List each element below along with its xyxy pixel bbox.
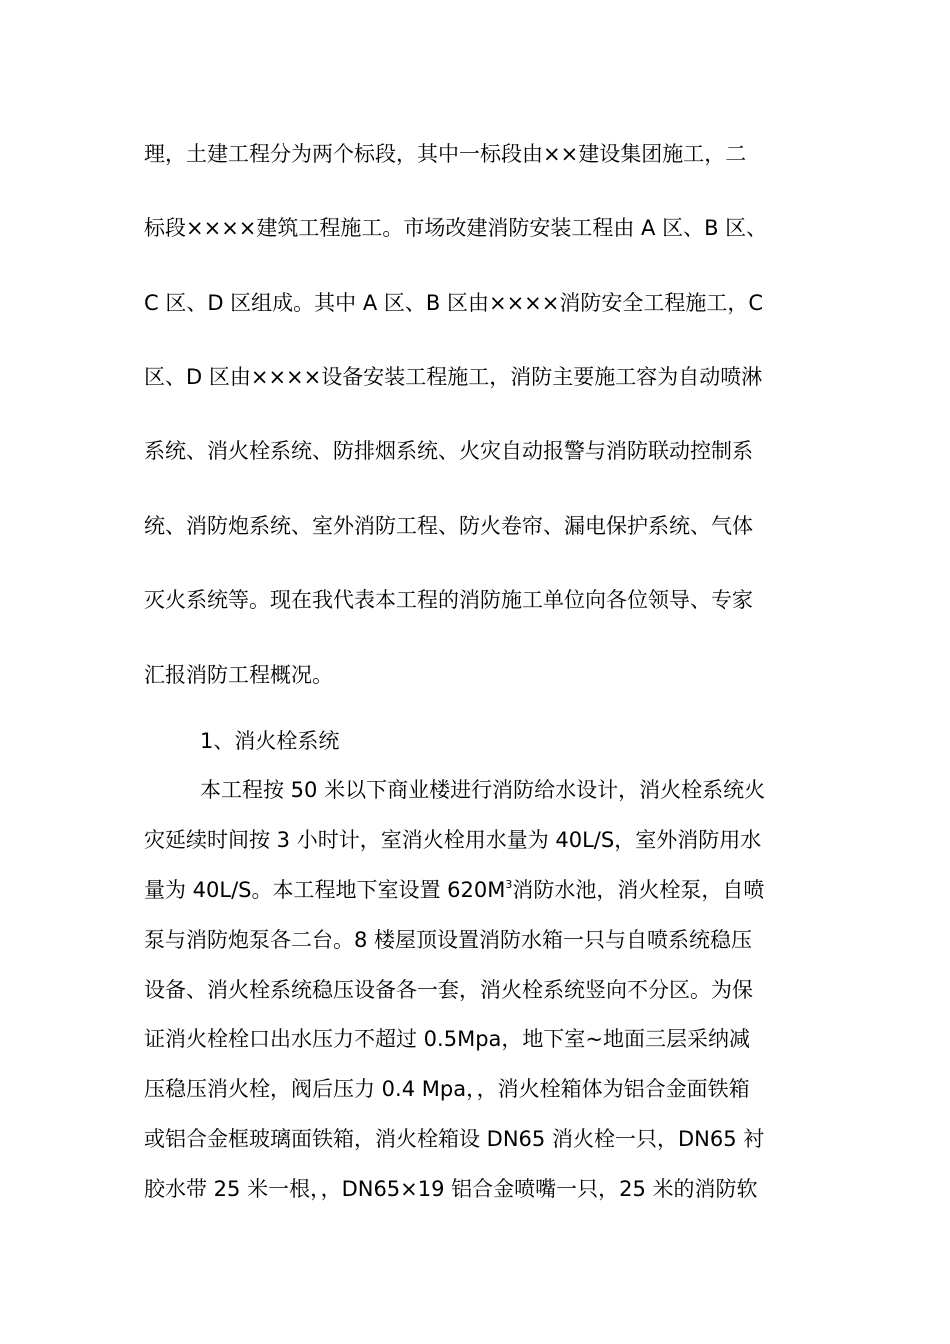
intro-line-1: 理，土建工程分为两个标段，其中一标段由××建设集团施工，二: [144, 142, 747, 166]
intro-line-2: 标段××××建筑工程施工。市场改建消防安装工程由 A 区、B 区、: [144, 216, 768, 240]
body-line-7: 压稳压消火栓，阀后压力 0.4 Mpa，，消火栓箱体为铝合金面铁箱: [144, 1077, 750, 1101]
intro-line-4: 区、D 区由××××设备安装工程施工，消防主要施工容为自动喷淋: [144, 365, 763, 389]
superscript-three: 3: [505, 878, 513, 891]
intro-line-3: C 区、D 区组成。其中 A 区、B 区由××××消防安全工程施工，C: [144, 291, 764, 315]
body-line-5: 设备、消火栓系统稳压设备各一套，消火栓系统竖向不分区。为保: [144, 978, 753, 1002]
intro-line-6: 统、消防炮系统、室外消防工程、防火卷帘、漏电保护系统、气体: [144, 514, 753, 538]
body-line-8: 或铝合金框玻璃面铁箱，消火栓箱设 DN65 消火栓一只，DN65 衬: [144, 1127, 765, 1151]
body-line-3: [144, 875, 764, 905]
intro-line-8: 汇报消防工程概况。: [144, 663, 333, 687]
intro-line-5: 系统、消火栓系统、防排烟系统、火灾自动报警与消防联动控制系: [144, 439, 753, 463]
intro-line-7: 灭火系统等。现在我代表本工程的消防施工单位向各位领导、专家: [144, 588, 753, 612]
body-line-3-after: 消防水池，消火栓泵，自喷: [512, 878, 765, 902]
body-line-2: 灾延续时间按 3 小时计，室消火栓用水量为 40L/S，室外消防用水: [144, 828, 762, 852]
body-line-9: 胶水带 25 米一根，，DN65×19 铝合金喷嘴一只，25 米的消防软: [144, 1177, 758, 1201]
body-line-4: 泵与消防炮泵各二台。8 楼屋顶设置消防水箱一只与自喷系统稳压: [144, 928, 753, 952]
section-heading: 1、消火栓系统: [200, 729, 340, 753]
body-line-1: 本工程按 50 米以下商业楼进行消防给水设计，消火栓系统火: [200, 778, 766, 802]
body-line-3-before: 量为 40L/S。本工程地下室设置 620M: [144, 878, 506, 902]
body-line-6: 证消火栓栓口出水压力不超过 0.5Mpa，地下室~地面三层采纳减: [144, 1027, 750, 1051]
